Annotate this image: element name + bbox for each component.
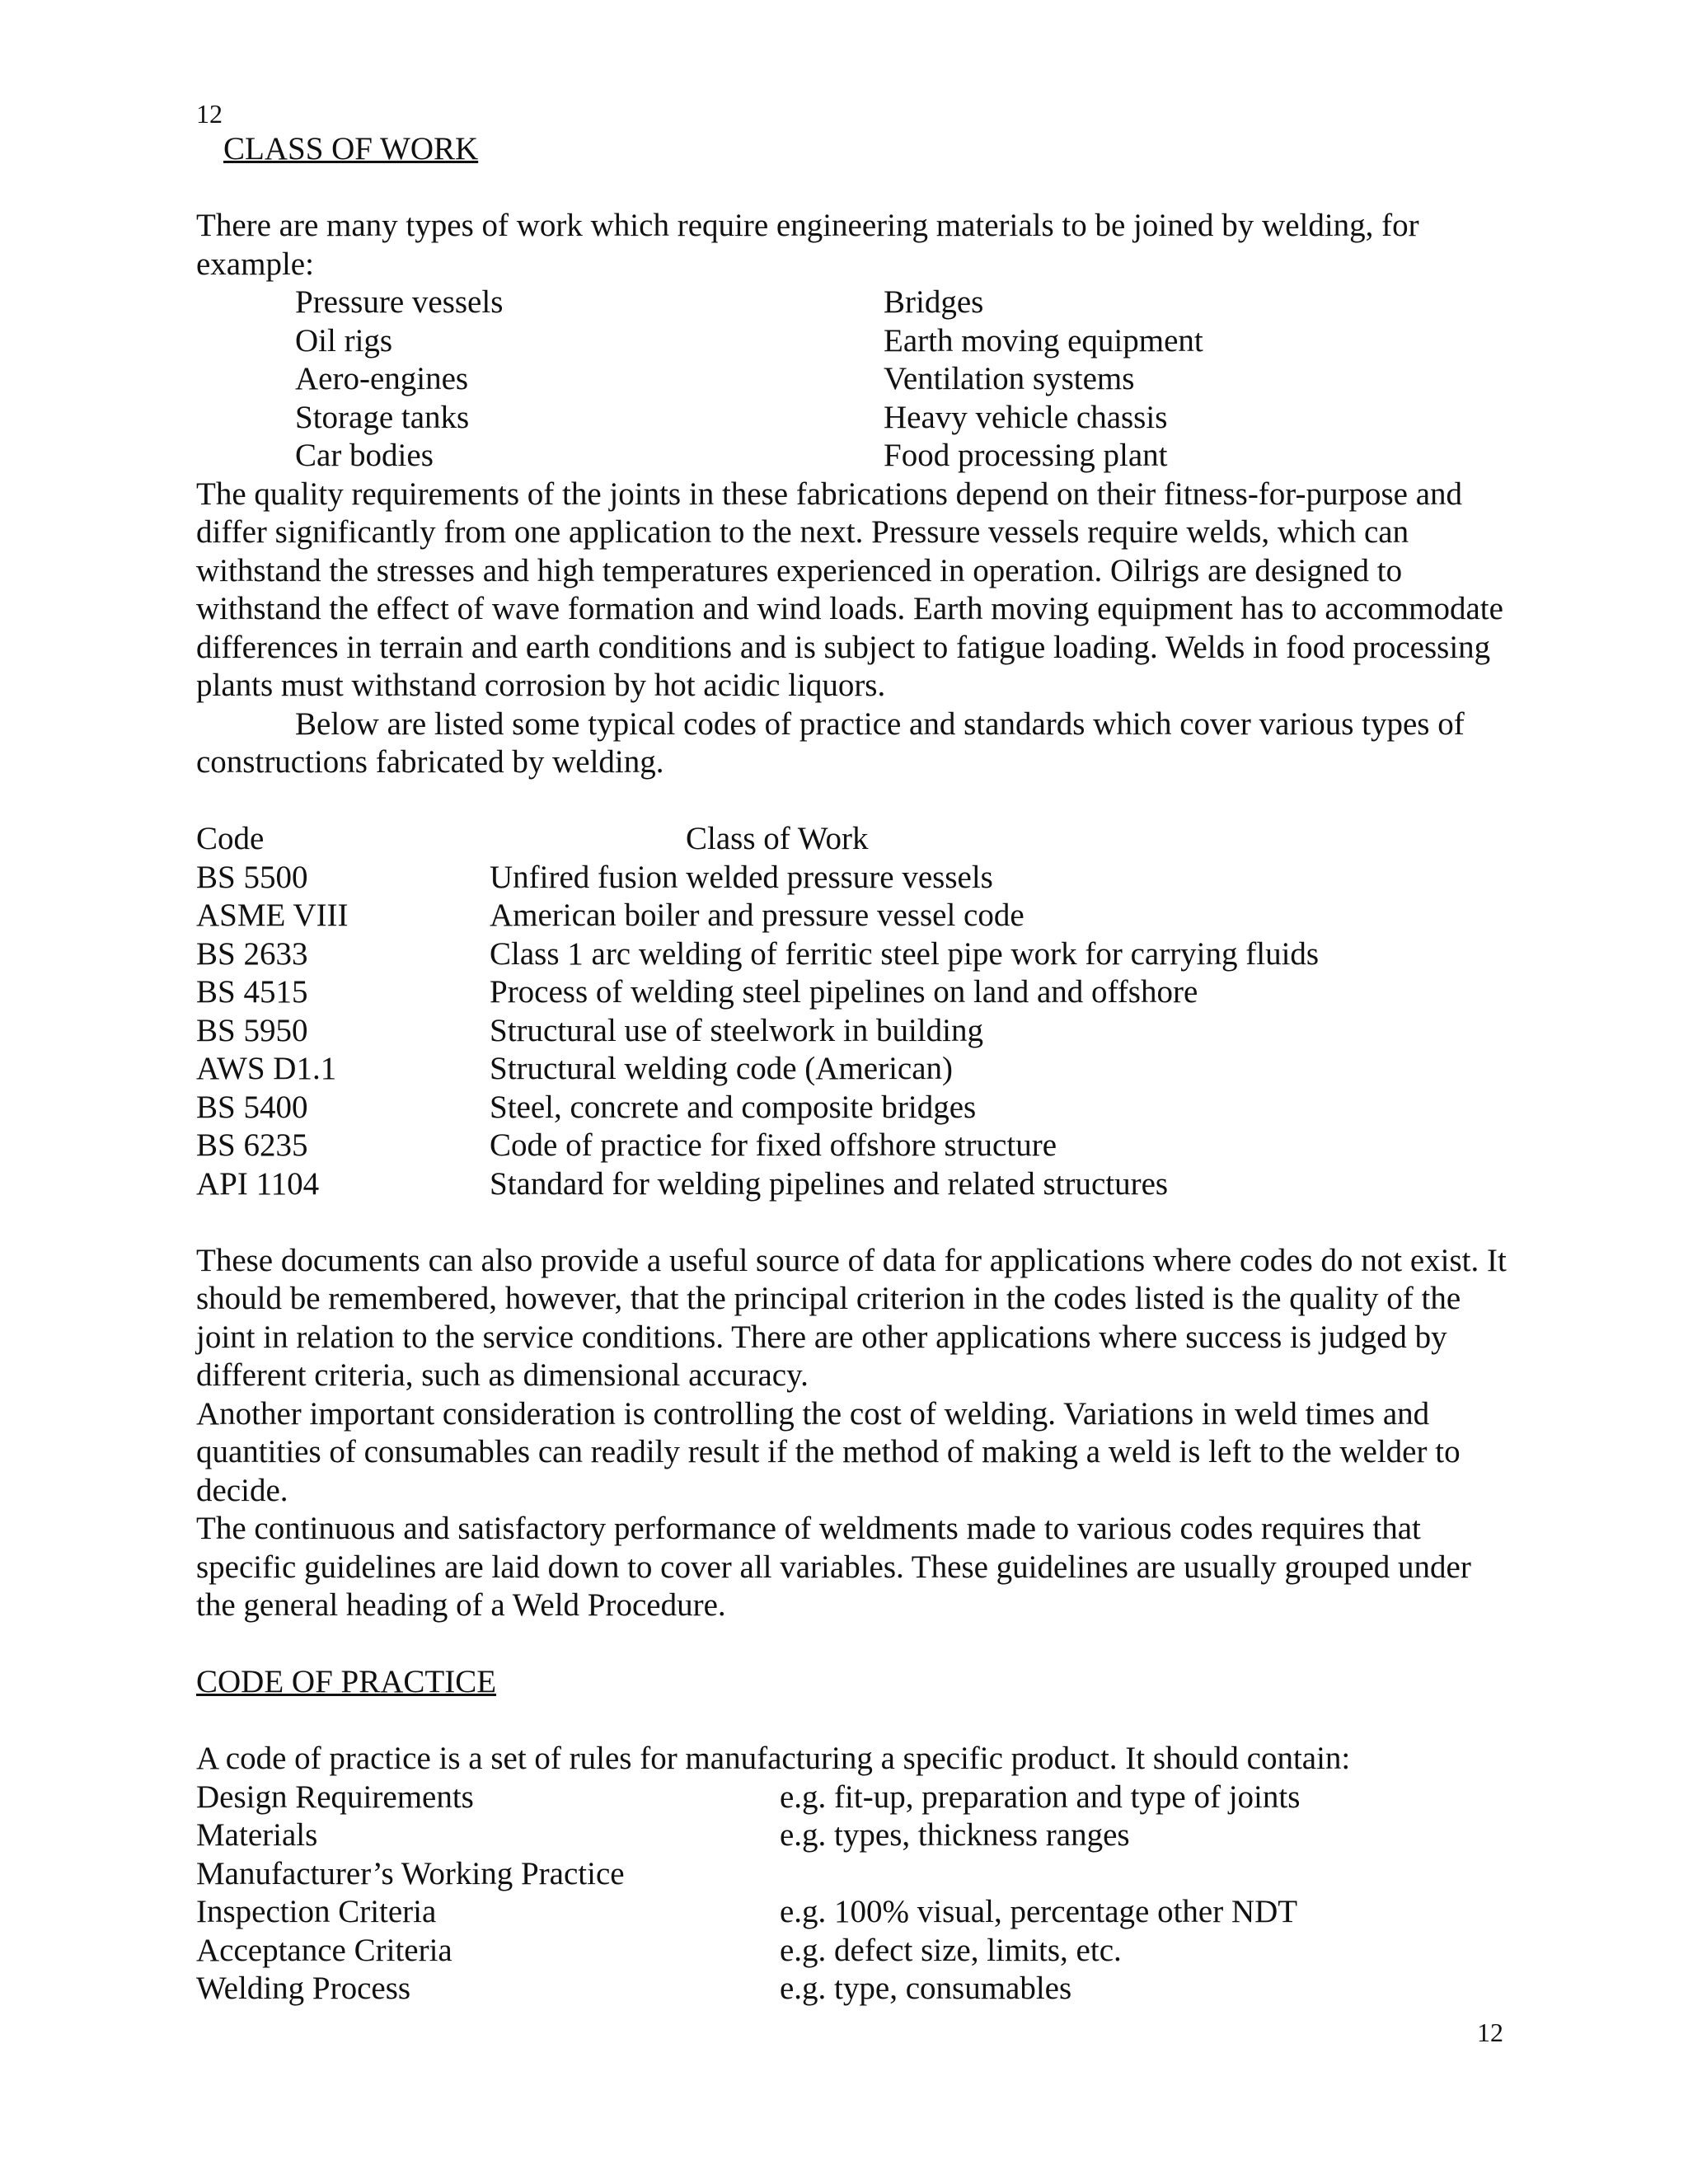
practice-item-example: e.g. defect size, limits, etc. bbox=[780, 1932, 1122, 1968]
example-right: Earth moving equipment bbox=[884, 322, 1203, 359]
code-cell: BS 5400 bbox=[196, 1089, 308, 1125]
example-left: Pressure vessels bbox=[295, 284, 504, 320]
practice-item-label: Inspection Criteria bbox=[196, 1894, 437, 1929]
page-content bbox=[196, 130, 1515, 2008]
practice-item-example: e.g. type, consumables bbox=[780, 1971, 1072, 2006]
code-of-practice-contents bbox=[196, 1779, 1515, 2008]
code-description-cell: Steel, concrete and composite bridges bbox=[490, 1089, 977, 1125]
practice-item-label: Welding Process bbox=[196, 1971, 411, 2006]
example-right: Heavy vehicle chassis bbox=[884, 399, 1168, 435]
code-of-practice-heading: CODE OF PRACTICE bbox=[196, 1664, 497, 1699]
code-description-cell: Structural use of steelwork in building bbox=[490, 1012, 983, 1048]
example-right: Bridges bbox=[884, 284, 984, 320]
codes-intro-paragraph: Below are listed some typical codes of practice and standards which cover various types of constructions fabricated by welding. bbox=[196, 705, 1465, 780]
code-cell: BS 4515 bbox=[196, 974, 308, 1010]
practice-item-label: Materials bbox=[196, 1817, 318, 1853]
example-left: Oil rigs bbox=[295, 322, 393, 359]
code-description-cell: Class 1 arc welding of ferritic steel pipe work for carrying fluids bbox=[490, 935, 1320, 972]
practice-item-example bbox=[780, 1855, 1515, 1894]
code-description-cell: Standard for welding pipelines and related structures bbox=[490, 1165, 1169, 1202]
codes-table bbox=[196, 820, 1515, 1203]
code-cell: BS 5500 bbox=[196, 859, 308, 895]
example-left: Aero-engines bbox=[295, 361, 469, 396]
documents-paragraph: These documents can also provide a useful source of data for applications where codes do not exist. It should be remembered, however, that the principal criterion in the codes listed is the quality of the joint in relation to the service conditions. There are other applications where success is judged by different criteria, such as dimensional accuracy. bbox=[196, 1242, 1507, 1393]
example-left: Storage tanks bbox=[295, 399, 470, 435]
class-of-work-intro: There are many types of work which require engineering materials to be joined by welding, for example: bbox=[196, 208, 1419, 282]
class-of-work-heading: CLASS OF WORK bbox=[223, 131, 479, 166]
code-description-cell: Code of practice for fixed offshore structure bbox=[490, 1127, 1057, 1163]
code-cell: BS 6235 bbox=[196, 1127, 308, 1163]
practice-item-label: Manufacturer’s Working Practice bbox=[196, 1855, 625, 1891]
work-examples-list bbox=[196, 284, 1515, 476]
quality-requirements-paragraph: The quality requirements of the joints in these fabrications depend on their fitness-for-purpose and differ significantly from one application to the next. Pressure vessels require welds, which can withstand the stresses and high temperatures experienced in operation. Oilrigs are designed to withstand the effect of wave formation and wind loads. Earth moving equipment has to accommodate differences in terrain and earth conditions and is subject to fatigue loading. Welds in food processing plants must withstand corrosion by hot acidic liquors. bbox=[196, 476, 1503, 703]
code-cell: ASME VIII bbox=[196, 898, 349, 933]
code-cell: BS 2633 bbox=[196, 935, 308, 972]
codes-table-header-class: Class of Work bbox=[686, 821, 869, 856]
weld-procedure-paragraph: The continuous and satisfactory performance of weldments made to various codes requires that specific guidelines are laid down to cover all variables. These guidelines are usually grouped under the general heading of a Weld Procedure. bbox=[196, 1511, 1471, 1623]
practice-item-example: e.g. types, thickness ranges bbox=[780, 1817, 1130, 1853]
codes-table-header-code: Code bbox=[196, 821, 265, 856]
page-number-bottom: 12 bbox=[1477, 2018, 1503, 2047]
example-right: Ventilation systems bbox=[884, 361, 1135, 396]
cost-paragraph: Another important consideration is controlling the cost of welding. Variations in weld times and quantities of consumables can readily result if the method of making a weld is left to the welder to decide. bbox=[196, 1395, 1461, 1508]
code-cell: BS 5950 bbox=[196, 1012, 308, 1048]
example-left: Car bodies bbox=[295, 438, 434, 473]
example-right: Food processing plant bbox=[884, 438, 1168, 473]
code-description-cell: American boiler and pressure vessel code bbox=[490, 898, 1025, 933]
page-number-top: 12 bbox=[196, 99, 223, 129]
code-description-cell: Structural welding code (American) bbox=[490, 1051, 954, 1086]
code-cell: API 1104 bbox=[196, 1165, 320, 1202]
code-of-practice-intro: A code of practice is a set of rules for manufacturing a specific product. It should contain: bbox=[196, 1741, 1351, 1776]
code-cell: AWS D1.1 bbox=[196, 1051, 337, 1086]
code-description-cell: Unfired fusion welded pressure vessels bbox=[490, 859, 993, 895]
practice-item-label: Design Requirements bbox=[196, 1779, 474, 1815]
code-description-cell: Process of welding steel pipelines on land and offshore bbox=[490, 974, 1198, 1010]
practice-item-label: Acceptance Criteria bbox=[196, 1932, 452, 1968]
practice-item-example: e.g. 100% visual, percentage other NDT bbox=[780, 1894, 1298, 1929]
practice-item-example: e.g. fit-up, preparation and type of joints bbox=[780, 1779, 1301, 1815]
